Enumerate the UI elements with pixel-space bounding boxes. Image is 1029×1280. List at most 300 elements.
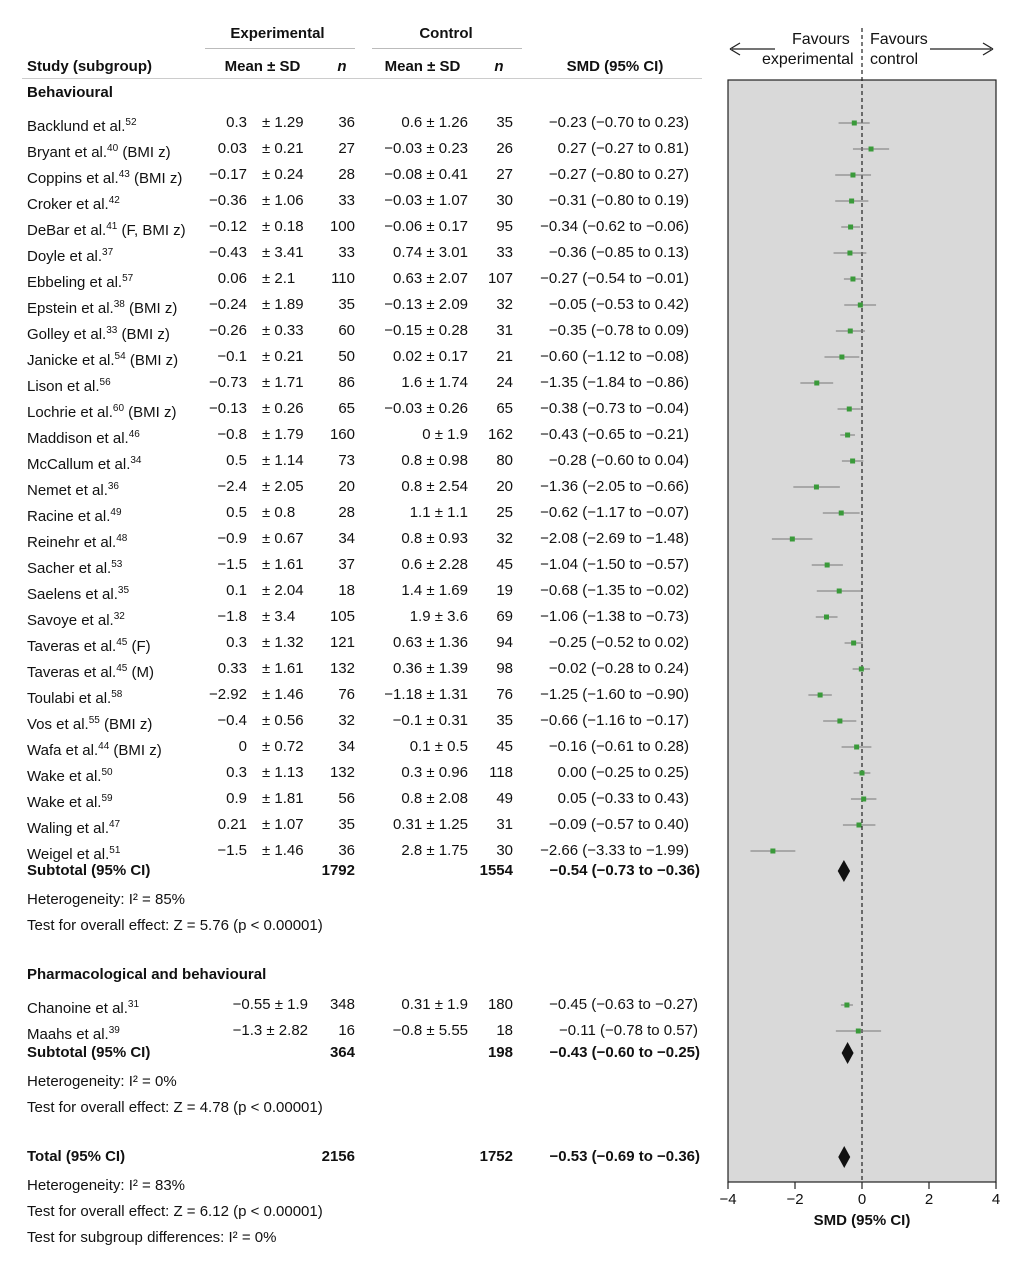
study-name: Coppins et al. <box>27 170 119 187</box>
study-name: Savoye et al. <box>27 612 114 629</box>
smd-ci: 0.05 (−0.33 to 0.43) <box>557 790 689 807</box>
total-label: Total (95% CI) <box>27 1148 126 1165</box>
control-n: 95 <box>496 218 513 235</box>
study-name: Waling et al. <box>27 820 109 837</box>
study-reference: 54 <box>114 351 126 362</box>
experimental-sd: ± 1.13 <box>262 764 304 781</box>
study-name: Epstein et al. <box>27 300 114 317</box>
control-n: 162 <box>487 426 513 443</box>
overall-effect-text: Test for overall effect: Z = 5.76 (p < 0.00001) <box>27 917 323 934</box>
study-point <box>858 303 863 308</box>
control-mean-sd: 0 ± 1.9 <box>422 426 468 443</box>
control-mean-sd: 1.4 ± 1.69 <box>401 582 468 599</box>
study-reference: 34 <box>130 455 142 466</box>
control-mean-sd: −0.15 ± 0.28 <box>384 322 468 339</box>
experimental-mean: −2.4 <box>217 478 247 495</box>
smd-ci: −0.02 (−0.28 to 0.24) <box>548 660 689 677</box>
experimental-mean: −0.17 <box>209 166 247 183</box>
experimental-n: 34 <box>338 738 355 755</box>
experimental-n: 348 <box>329 996 355 1013</box>
study-name: Lison et al. <box>27 378 100 395</box>
study-point <box>839 355 844 360</box>
header-study: Study (subgroup) <box>27 58 152 75</box>
study-point <box>861 797 866 802</box>
study-name: Weigel et al. <box>27 846 110 863</box>
header-c-mean-sd: Mean ± SD <box>384 58 461 75</box>
study-name: Janicke et al. <box>27 352 115 369</box>
experimental-mean: −1.5 <box>217 556 247 573</box>
control-n: 80 <box>496 452 513 469</box>
control-mean-sd: 0.3 ± 0.96 <box>401 764 468 781</box>
control-n: 27 <box>496 166 513 183</box>
smd-ci: −0.62 (−1.17 to −0.07) <box>540 504 689 521</box>
study-point <box>825 563 830 568</box>
experimental-mean: 0.3 <box>226 114 247 131</box>
study-name: Maahs et al. <box>27 1026 109 1043</box>
header-experimental: Experimental <box>230 25 325 42</box>
smd-ci: −0.05 (−0.53 to 0.42) <box>548 296 689 313</box>
control-n: 25 <box>496 504 513 521</box>
control-mean-sd: 0.31 ± 1.9 <box>401 996 468 1013</box>
experimental-n: 28 <box>338 504 355 521</box>
experimental-sd: ± 1.71 <box>262 374 304 391</box>
favours-control-line1: Favours <box>870 31 928 48</box>
study-point <box>850 277 855 282</box>
study-point <box>837 719 842 724</box>
experimental-sd: ± 1.32 <box>262 634 304 651</box>
subtotal-e-n: 364 <box>329 1044 355 1061</box>
control-n: 69 <box>496 608 513 625</box>
control-mean-sd: 2.8 ± 1.75 <box>401 842 468 859</box>
total-c-n: 1752 <box>479 1148 513 1165</box>
control-mean-sd: −0.03 ± 0.23 <box>384 140 468 157</box>
smd-ci: −0.36 (−0.85 to 0.13) <box>548 244 689 261</box>
experimental-n: 36 <box>338 114 355 131</box>
study-reference: 39 <box>108 1025 120 1036</box>
study-name: Nemet et al. <box>27 482 108 499</box>
study-point <box>852 121 857 126</box>
subtotal-c-n: 1554 <box>479 862 513 879</box>
experimental-mean: −0.43 <box>209 244 247 261</box>
control-n: 32 <box>496 530 513 547</box>
experimental-mean: 0.5 <box>226 452 247 469</box>
control-n: 30 <box>496 842 513 859</box>
study-point <box>818 693 823 698</box>
study-name: Wafa et al. <box>27 742 99 759</box>
control-n: 107 <box>487 270 513 287</box>
study-point <box>869 147 874 152</box>
total-heterogeneity-text: Heterogeneity: I² = 83% <box>27 1177 186 1194</box>
study-reference: 43 <box>118 169 130 180</box>
subgroup-differences-text: Test for subgroup differences: I² = 0% <box>27 1229 277 1246</box>
control-mean-sd: −0.06 ± 0.17 <box>384 218 468 235</box>
study-subgroup: (M) <box>127 664 154 681</box>
study-name: Croker et al. <box>27 196 109 213</box>
experimental-sd: ± 0.26 <box>262 400 304 417</box>
study-point <box>859 667 864 672</box>
total-e-n: 2156 <box>321 1148 355 1165</box>
control-mean-sd: 0.74 ± 3.01 <box>393 244 468 261</box>
study-point <box>850 173 855 178</box>
experimental-mean: 0.33 <box>217 660 247 677</box>
study-subgroup: (BMI z) <box>124 404 177 421</box>
study-reference: 46 <box>128 429 140 440</box>
study-reference: 57 <box>122 273 134 284</box>
subtotal-smd: −0.54 (−0.73 to −0.36) <box>549 862 700 879</box>
study-reference: 32 <box>113 611 125 622</box>
experimental-mean: −2.92 <box>209 686 247 703</box>
x-tick-label: −2 <box>786 1191 804 1208</box>
study-subgroup: (F, BMI z) <box>117 222 186 239</box>
study-point <box>849 199 854 204</box>
control-mean-sd: 0.6 ± 1.26 <box>401 114 468 131</box>
smd-ci: −0.27 (−0.54 to −0.01) <box>540 270 689 287</box>
header-c-n: n <box>494 58 504 75</box>
study-point <box>854 745 859 750</box>
experimental-n: 27 <box>338 140 355 157</box>
study-reference: 50 <box>101 767 113 778</box>
experimental-n: 73 <box>338 452 355 469</box>
experimental-n: 20 <box>338 478 355 495</box>
experimental-sd: ± 1.79 <box>262 426 304 443</box>
smd-ci: −0.31 (−0.80 to 0.19) <box>548 192 689 209</box>
study-point <box>844 1003 849 1008</box>
study-name: Saelens et al. <box>27 586 118 603</box>
experimental-mean: −0.12 <box>209 218 247 235</box>
x-axis-label: SMD (95% CI) <box>813 1212 911 1229</box>
study-point <box>847 251 852 256</box>
control-n: 18 <box>496 1022 513 1039</box>
experimental-sd: ± 2.04 <box>262 582 304 599</box>
smd-ci: −0.38 (−0.73 to −0.04) <box>540 400 689 417</box>
experimental-sd: ± 0.21 <box>262 140 304 157</box>
experimental-n: 37 <box>338 556 355 573</box>
subtotal-label: Subtotal (95% CI) <box>27 1044 151 1061</box>
study-reference: 45 <box>116 663 128 674</box>
study-reference: 51 <box>109 845 121 856</box>
experimental-sd: ± 1.61 <box>262 660 304 677</box>
control-n: 33 <box>496 244 513 261</box>
experimental-sd: ± 1.14 <box>262 452 304 469</box>
control-mean-sd: 0.1 ± 0.5 <box>409 738 468 755</box>
study-point <box>770 849 775 854</box>
study-name: DeBar et al. <box>27 222 107 239</box>
control-mean-sd: −0.13 ± 2.09 <box>384 296 468 313</box>
smd-ci: −1.06 (−1.38 to −0.73) <box>540 608 689 625</box>
subtotal-label: Subtotal (95% CI) <box>27 862 151 879</box>
study-point <box>850 459 855 464</box>
experimental-mean: −0.73 <box>209 374 247 391</box>
smd-ci: −0.27 (−0.80 to 0.27) <box>548 166 689 183</box>
control-n: 118 <box>489 764 513 781</box>
group-title-behavioural: Behavioural <box>27 84 113 101</box>
smd-ci: −0.28 (−0.60 to 0.04) <box>548 452 689 469</box>
experimental-n: 18 <box>338 582 355 599</box>
control-n: 94 <box>496 634 513 651</box>
control-n: 98 <box>496 660 513 677</box>
experimental-mean: −0.9 <box>217 530 247 547</box>
study-name: Toulabi et al. <box>27 690 112 707</box>
control-mean-sd: −0.08 ± 0.41 <box>384 166 468 183</box>
favours-experimental-line2: experimental <box>762 51 854 68</box>
study-reference: 42 <box>108 195 120 206</box>
study-name: Wake et al. <box>27 794 102 811</box>
study-reference: 53 <box>111 559 123 570</box>
smd-ci: −0.34 (−0.62 to −0.06) <box>540 218 689 235</box>
study-reference: 56 <box>99 377 111 388</box>
x-tick-label: 2 <box>924 1191 934 1208</box>
experimental-sd: ± 1.89 <box>262 296 304 313</box>
experimental-mean: −0.1 <box>217 348 247 365</box>
experimental-n: 50 <box>338 348 355 365</box>
control-n: 31 <box>496 816 513 833</box>
control-mean-sd: −0.8 ± 5.55 <box>392 1022 468 1039</box>
group-title-pharmacological: Pharmacological and behavioural <box>27 966 267 983</box>
experimental-sd: ± 1.29 <box>262 114 304 131</box>
total-overall-effect-text: Test for overall effect: Z = 6.12 (p < 0.00001) <box>27 1203 323 1220</box>
study-reference: 35 <box>117 585 130 596</box>
experimental-mean: 0.03 <box>217 140 247 157</box>
smd-ci: −1.25 (−1.60 to −0.90) <box>540 686 689 703</box>
study-reference: 60 <box>112 403 125 414</box>
study-name: Ebbeling et al. <box>27 274 123 291</box>
control-n: 30 <box>496 192 513 209</box>
study-point <box>860 771 865 776</box>
study-reference: 45 <box>116 637 128 648</box>
x-tick-label: −4 <box>719 1191 737 1208</box>
experimental-mean: −0.4 <box>217 712 247 729</box>
smd-ci: −2.66 (−3.33 to −1.99) <box>540 842 689 859</box>
experimental-n: 28 <box>338 166 355 183</box>
x-tick-label: 0 <box>857 1191 867 1208</box>
study-point <box>847 407 852 412</box>
experimental-mean-sd: −0.55 ± 1.9 <box>232 996 308 1013</box>
study-point <box>839 511 844 516</box>
experimental-sd: ± 3.41 <box>262 244 304 261</box>
control-n: 20 <box>496 478 513 495</box>
study-point <box>851 641 856 646</box>
control-n: 45 <box>496 556 513 573</box>
study-reference: 58 <box>111 689 123 700</box>
study-reference: 31 <box>127 999 140 1010</box>
experimental-n: 100 <box>329 218 355 235</box>
experimental-mean: 0.5 <box>226 504 247 521</box>
experimental-sd: ± 0.8 <box>262 504 296 521</box>
experimental-n: 110 <box>331 270 355 287</box>
control-n: 21 <box>496 348 513 365</box>
control-mean-sd: 0.8 ± 2.54 <box>401 478 468 495</box>
favours-control-line2: control <box>870 51 919 68</box>
smd-ci: 0.00 (−0.25 to 0.25) <box>557 764 689 781</box>
experimental-n: 32 <box>338 712 355 729</box>
study-name: Golley et al. <box>27 326 107 343</box>
control-mean-sd: −0.03 ± 0.26 <box>384 400 468 417</box>
control-mean-sd: 1.9 ± 3.6 <box>409 608 468 625</box>
study-point <box>824 615 829 620</box>
study-point <box>814 381 819 386</box>
experimental-n: 121 <box>329 634 355 651</box>
smd-ci: −0.60 (−1.12 to −0.08) <box>540 348 689 365</box>
study-point <box>848 225 853 230</box>
smd-ci: −0.45 (−0.63 to −0.27) <box>549 996 698 1013</box>
control-n: 49 <box>496 790 513 807</box>
smd-ci: −0.43 (−0.65 to −0.21) <box>540 426 689 443</box>
smd-ci: −0.25 (−0.52 to 0.02) <box>548 634 689 651</box>
experimental-sd: ± 1.46 <box>262 842 304 859</box>
study-name: McCallum et al. <box>27 456 131 473</box>
control-n: 35 <box>496 712 513 729</box>
experimental-n: 65 <box>338 400 355 417</box>
study-name: Vos et al. <box>27 716 89 733</box>
experimental-mean: 0.3 <box>226 764 247 781</box>
study-name: Maddison et al. <box>27 430 129 447</box>
control-mean-sd: 0.31 ± 1.25 <box>393 816 468 833</box>
study-name: Bryant et al. <box>27 144 108 161</box>
study-subgroup: (BMI z) <box>99 716 153 733</box>
experimental-n: 33 <box>338 192 355 209</box>
subtotal-smd: −0.43 (−0.60 to −0.25) <box>549 1044 700 1061</box>
study-point <box>856 823 861 828</box>
experimental-sd: ± 0.33 <box>262 322 304 339</box>
study-name: Lochrie et al. <box>27 404 113 421</box>
study-reference: 37 <box>102 247 114 258</box>
experimental-mean: 0.06 <box>217 270 247 287</box>
control-n: 76 <box>496 686 513 703</box>
smd-ci: −0.16 (−0.61 to 0.28) <box>548 738 689 755</box>
experimental-mean: 0.9 <box>226 790 247 807</box>
study-reference: 38 <box>113 299 125 310</box>
study-point <box>790 537 795 542</box>
experimental-n: 33 <box>338 244 355 261</box>
study-reference: 36 <box>107 481 119 492</box>
experimental-sd: ± 0.24 <box>262 166 304 183</box>
experimental-sd: ± 2.05 <box>262 478 304 495</box>
total-smd: −0.53 (−0.69 to −0.36) <box>549 1148 700 1165</box>
study-point <box>856 1029 861 1034</box>
experimental-n: 132 <box>329 660 355 677</box>
smd-ci: 0.27 (−0.27 to 0.81) <box>557 140 689 157</box>
control-mean-sd: −0.1 ± 0.31 <box>392 712 468 729</box>
study-name: Wake et al. <box>27 768 102 785</box>
experimental-sd: ± 1.81 <box>262 790 304 807</box>
smd-ci: −0.68 (−1.35 to −0.02) <box>540 582 689 599</box>
control-n: 180 <box>487 996 513 1013</box>
experimental-mean: −0.36 <box>209 192 247 209</box>
smd-ci: −0.11 (−0.78 to 0.57) <box>559 1022 698 1039</box>
smd-ci: −0.09 (−0.57 to 0.40) <box>548 816 689 833</box>
experimental-sd: ± 0.21 <box>262 348 304 365</box>
control-n: 35 <box>496 114 513 131</box>
experimental-mean: 0 <box>238 738 247 755</box>
control-mean-sd: 0.8 ± 0.98 <box>401 452 468 469</box>
experimental-n: 36 <box>338 842 355 859</box>
control-n: 45 <box>496 738 513 755</box>
study-subgroup: (F) <box>127 638 151 655</box>
experimental-sd: ± 1.06 <box>262 192 304 209</box>
experimental-sd: ± 1.07 <box>262 816 304 833</box>
favours-experimental-line1: Favours <box>792 31 850 48</box>
study-reference: 55 <box>88 715 100 726</box>
control-mean-sd: 0.8 ± 2.08 <box>401 790 468 807</box>
study-subgroup: (BMI z) <box>118 144 171 161</box>
study-reference: 49 <box>110 507 122 518</box>
experimental-mean: −1.5 <box>217 842 247 859</box>
experimental-n: 35 <box>338 816 355 833</box>
experimental-mean: −0.24 <box>209 296 247 313</box>
study-reference: 40 <box>107 143 119 154</box>
control-mean-sd: −0.03 ± 1.07 <box>384 192 468 209</box>
smd-ci: −2.08 (−2.69 to −1.48) <box>540 530 689 547</box>
study-subgroup: (BMI z) <box>109 742 162 759</box>
study-reference: 59 <box>101 793 113 804</box>
study-name: Doyle et al. <box>27 248 103 265</box>
control-n: 19 <box>496 582 513 599</box>
study-name: Taveras et al. <box>27 664 117 681</box>
control-mean-sd: 0.8 ± 0.93 <box>401 530 468 547</box>
experimental-sd: ± 0.18 <box>262 218 304 235</box>
experimental-n: 34 <box>338 530 355 547</box>
header-smd: SMD (95% CI) <box>566 58 664 75</box>
control-n: 26 <box>496 140 513 157</box>
study-name: Chanoine et al. <box>27 1000 128 1017</box>
experimental-sd: ± 0.67 <box>262 530 304 547</box>
experimental-mean: −0.13 <box>209 400 247 417</box>
header-control: Control <box>419 25 473 42</box>
control-mean-sd: 0.63 ± 2.07 <box>393 270 468 287</box>
header-e-n: n <box>337 58 347 75</box>
smd-ci: −1.35 (−1.84 to −0.86) <box>540 374 689 391</box>
study-subgroup: (BMI z) <box>129 170 183 187</box>
experimental-mean: 0.1 <box>226 582 247 599</box>
study-point <box>837 589 842 594</box>
control-mean-sd: 0.6 ± 2.28 <box>401 556 468 573</box>
study-name: Racine et al. <box>27 508 111 525</box>
experimental-sd: ± 1.61 <box>262 556 304 573</box>
x-tick-label: 4 <box>991 1191 1001 1208</box>
study-subgroup: (BMI z) <box>124 300 178 317</box>
control-mean-sd: 0.02 ± 0.17 <box>393 348 468 365</box>
study-name: Taveras et al. <box>27 638 117 655</box>
control-mean-sd: −1.18 ± 1.31 <box>384 686 468 703</box>
study-reference: 52 <box>125 117 137 128</box>
experimental-n: 76 <box>338 686 355 703</box>
control-mean-sd: 1.6 ± 1.74 <box>401 374 468 391</box>
smd-ci: −1.04 (−1.50 to −0.57) <box>540 556 689 573</box>
heterogeneity-text: Heterogeneity: I² = 0% <box>27 1073 177 1090</box>
subtotal-c-n: 198 <box>487 1044 513 1061</box>
experimental-sd: ± 1.46 <box>262 686 304 703</box>
experimental-sd: ± 2.1 <box>262 270 296 287</box>
study-name: Backlund et al. <box>27 118 126 135</box>
experimental-n: 86 <box>338 374 355 391</box>
experimental-mean: −1.8 <box>217 608 247 625</box>
experimental-sd: ± 0.56 <box>262 712 304 729</box>
experimental-n: 132 <box>329 764 355 781</box>
header-e-mean-sd: Mean ± SD <box>224 58 301 75</box>
subtotal-e-n: 1792 <box>321 862 355 879</box>
control-mean-sd: 0.63 ± 1.36 <box>393 634 468 651</box>
experimental-mean: 0.3 <box>226 634 247 651</box>
control-mean-sd: 0.36 ± 1.39 <box>393 660 468 677</box>
study-name: Sacher et al. <box>27 560 112 577</box>
study-name: Reinehr et al. <box>27 534 117 551</box>
experimental-mean: −0.26 <box>209 322 247 339</box>
study-reference: 47 <box>108 819 121 830</box>
experimental-n: 105 <box>329 608 355 625</box>
control-n: 31 <box>496 322 513 339</box>
study-subgroup: (BMI z) <box>117 326 170 343</box>
control-n: 32 <box>496 296 513 313</box>
